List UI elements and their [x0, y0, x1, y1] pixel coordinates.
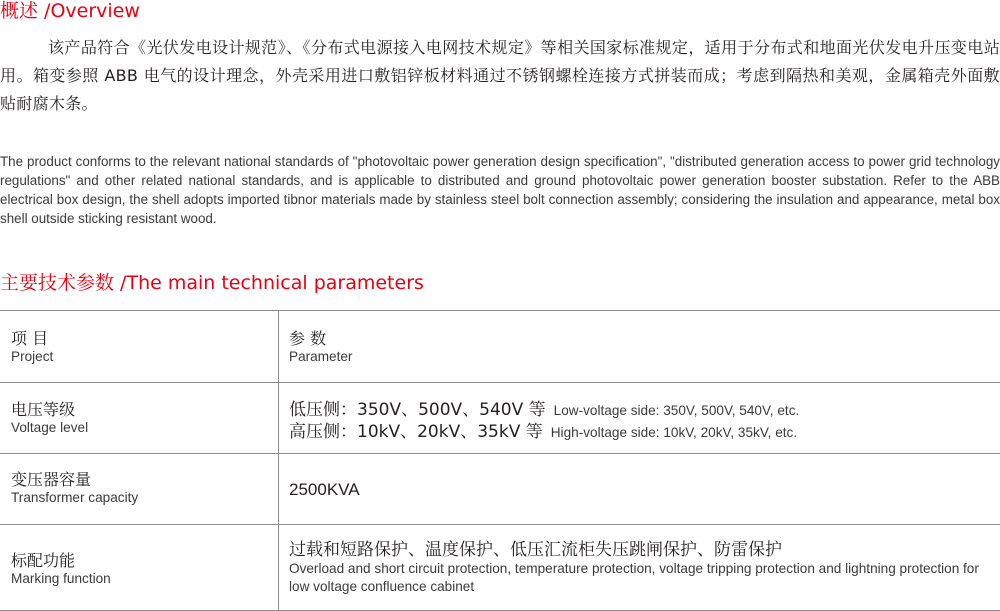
high-voltage-en: High-voltage side: 10kV, 20kV, 35kV, etc.	[550, 425, 798, 440]
voltage-label-cell	[0, 383, 279, 453]
header-project-en: Project	[11, 349, 54, 364]
capacity-label-cell	[0, 454, 279, 524]
params-title-en: /The main technical parameters	[114, 272, 424, 294]
capacity-value: 2500KVA	[289, 480, 360, 499]
overview-title-en: /Overview	[38, 0, 140, 22]
marking-value-zh: 过载和短路保护、温度保护、低压汇流柜失压跳闸保护、防雷保护	[289, 540, 782, 560]
transformer-capacity-row	[0, 454, 1000, 525]
marking-label-en: Marking function	[11, 571, 111, 586]
overview-title-zh: 概述	[0, 0, 39, 22]
marking-function-row	[0, 525, 1000, 611]
marking-value-cell	[279, 525, 1000, 610]
params-title-zh: 主要技术参数	[0, 272, 115, 294]
params-title	[0, 272, 424, 294]
marking-value-en: Overload and short circuit protection, temperature protection, voltage tripping protection and lightning protection for low voltage confluence cabinet	[289, 561, 979, 594]
voltage-label-zh: 电压等级	[11, 400, 76, 419]
marking-label-cell	[0, 525, 279, 610]
high-voltage-line	[289, 421, 1000, 443]
parameters-table	[0, 310, 1000, 611]
header-param-cell	[279, 311, 1000, 382]
low-voltage-en: Low-voltage side: 350V, 500V, 540V, etc.	[553, 403, 800, 418]
voltage-level-row	[0, 383, 1000, 454]
overview-paragraph-zh: 该产品符合《光伏发电设计规范》、《分布式电源接入电网技术规定》等相关国家标准规定，适用于分布式和地面光伏发电升压变电站用。箱变参照 ABB 电气的设计理念，外壳采用进口敷铝锌板材料通过不锈钢螺栓连接方式拼装而成；考虑到隔热和美观，金属箱壳外面敷贴耐腐木条。	[0, 38, 1000, 113]
low-voltage-line	[289, 399, 1000, 421]
header-project-cell	[0, 311, 279, 382]
overview-paragraph-en: The product conforms to the relevant national standards of "photovoltaic power generation design specification", "distributed generation access to power grid technology regulations" and other related national standards, and is applicable to distributed and ground photovoltaic power generation booster substation. Refer to the ABB electrical box design, the shell adopts imported tibnor materials made by stainless steel bolt connection assembly; considering the insulation and appearance, metal box shell outside sticking resistant wood.	[0, 154, 1000, 226]
capacity-value-cell	[279, 454, 1000, 524]
capacity-label-zh: 变压器容量	[11, 470, 92, 489]
header-param-zh: 参 数	[289, 329, 327, 348]
low-voltage-zh: 低压侧：350V、500V、540V 等	[289, 400, 546, 420]
capacity-label-en: Transformer capacity	[11, 490, 139, 505]
voltage-label-en: Voltage level	[11, 420, 89, 435]
high-voltage-zh: 高压侧：10kV、20kV、35kV 等	[289, 422, 543, 442]
overview-title	[0, 0, 140, 22]
header-project-zh: 项 目	[11, 329, 49, 348]
marking-label-zh: 标配功能	[11, 551, 76, 570]
table-header-row	[0, 311, 1000, 383]
header-param-en: Parameter	[289, 349, 353, 364]
voltage-value-cell	[279, 383, 1000, 453]
